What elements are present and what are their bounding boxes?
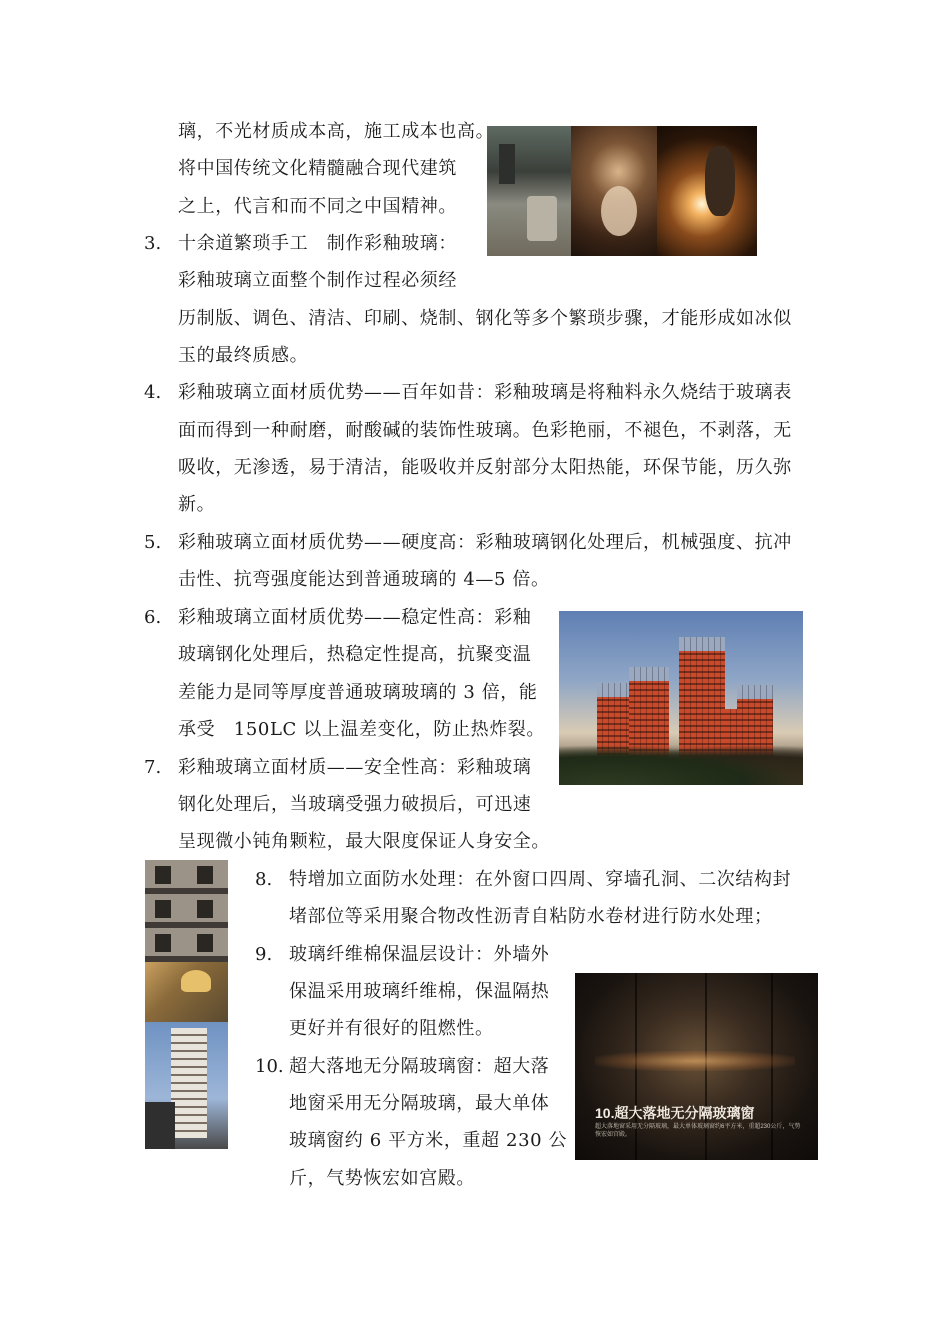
list-number: 4. [144,382,162,403]
text-line: 新。 [178,494,216,515]
text-line: 彩釉玻璃立面材质——安全性高：彩釉玻璃 [178,757,532,778]
text-line: 玻璃纤维棉保温层设计：外墙外 [289,944,550,965]
text-line: 保温采用玻璃纤维棉，保温隔热 [289,981,550,1002]
text-line: 玉的最终质感。 [178,345,309,366]
artisan-photo [571,126,657,256]
list-number: 9. [255,944,273,965]
text-line: 击性、抗弯强度能达到普通玻璃的 4—5 倍。 [178,569,550,590]
text-line: 超大落地无分隔玻璃窗：超大落 [289,1056,550,1077]
list-number: 3. [144,233,162,254]
worker-photo [145,962,228,1022]
text-line: 彩釉玻璃立面整个制作过程必须经 [178,270,457,291]
text-line: 差能力是同等厚度普通玻璃玻璃的 3 倍，能 [178,682,538,703]
text-line: 彩釉玻璃立面材质优势——百年如昔：彩釉玻璃是将釉料永久烧结于玻璃表 [178,382,792,403]
facade-closeup-photo [145,860,228,962]
list-number: 8. [255,869,273,890]
text-line: 面而得到一种耐磨，耐酸碱的装饰性玻璃。色彩艳丽，不褪色，不剥落，无 [178,420,792,441]
text-line: 承受 150LC 以上温差变化，防止热炸裂。 [178,719,546,740]
text-line: 玻璃钢化处理后，热稳定性提高，抗聚变温 [178,644,532,665]
list-number: 10. [255,1056,284,1077]
list-number: 6. [144,607,162,628]
text-line: 更好并有很好的阻燃性。 [289,1018,494,1039]
workshop-photo [487,126,571,256]
window-photo-caption-text: 超大落地窗采用无分隔玻璃，最大单体玻璃窗约6平方米，重超230公斤，气势恢宏如宫殿。 [595,1124,801,1138]
text-line: 彩釉玻璃立面材质优势——稳定性高：彩釉 [178,607,532,628]
text-line: 之上，代言和而不同之中国精神。 [178,196,457,217]
text-line: 彩釉玻璃立面材质优势——硬度高：彩釉玻璃钢化处理后，机械强度、抗冲 [178,532,792,553]
floor-to-ceiling-window-photo [575,973,818,1160]
craft-photo-strip [487,126,757,256]
window-photo-caption-title: 10.超大落地无分隔玻璃窗 [595,1105,755,1121]
text-line: 斤，气势恢宏如宫殿。 [289,1168,475,1189]
sparks-photo [657,126,757,256]
tower-rendering-photo [559,611,803,785]
building-exterior-photo [145,1022,228,1149]
text-line: 吸收，无渗透，易于清洁，能吸收并反射部分太阳热能，环保节能，历久弥 [178,457,792,478]
text-line: 呈现微小钝角颗粒，最大限度保证人身安全。 [178,831,550,852]
list-number: 7. [144,757,162,778]
text-line: 堵部位等采用聚合物改性沥青自粘防水卷材进行防水处理； [289,906,773,927]
text-line: 地窗采用无分隔玻璃，最大单体 [289,1093,550,1114]
text-line: 历制版、调色、清洁、印刷、烧制、钢化等多个繁琐步骤，才能形成如冰似 [178,308,792,329]
text-line: 特增加立面防水处理：在外窗口四周、穿墙孔洞、二次结构封 [289,869,792,890]
text-line: 钢化处理后，当玻璃受强力破损后，可迅速 [178,794,532,815]
list-number: 5. [144,532,162,553]
text-line: 玻璃窗约 6 平方米，重超 230 公 [289,1130,568,1151]
text-line: 将中国传统文化精髓融合现代建筑 [178,158,457,179]
construction-photo-stack [145,860,228,1149]
text-line: 十余道繁琐手工 制作彩釉玻璃： [178,233,457,254]
text-line: 璃，不光材质成本高，施工成本也高。 [178,121,495,142]
